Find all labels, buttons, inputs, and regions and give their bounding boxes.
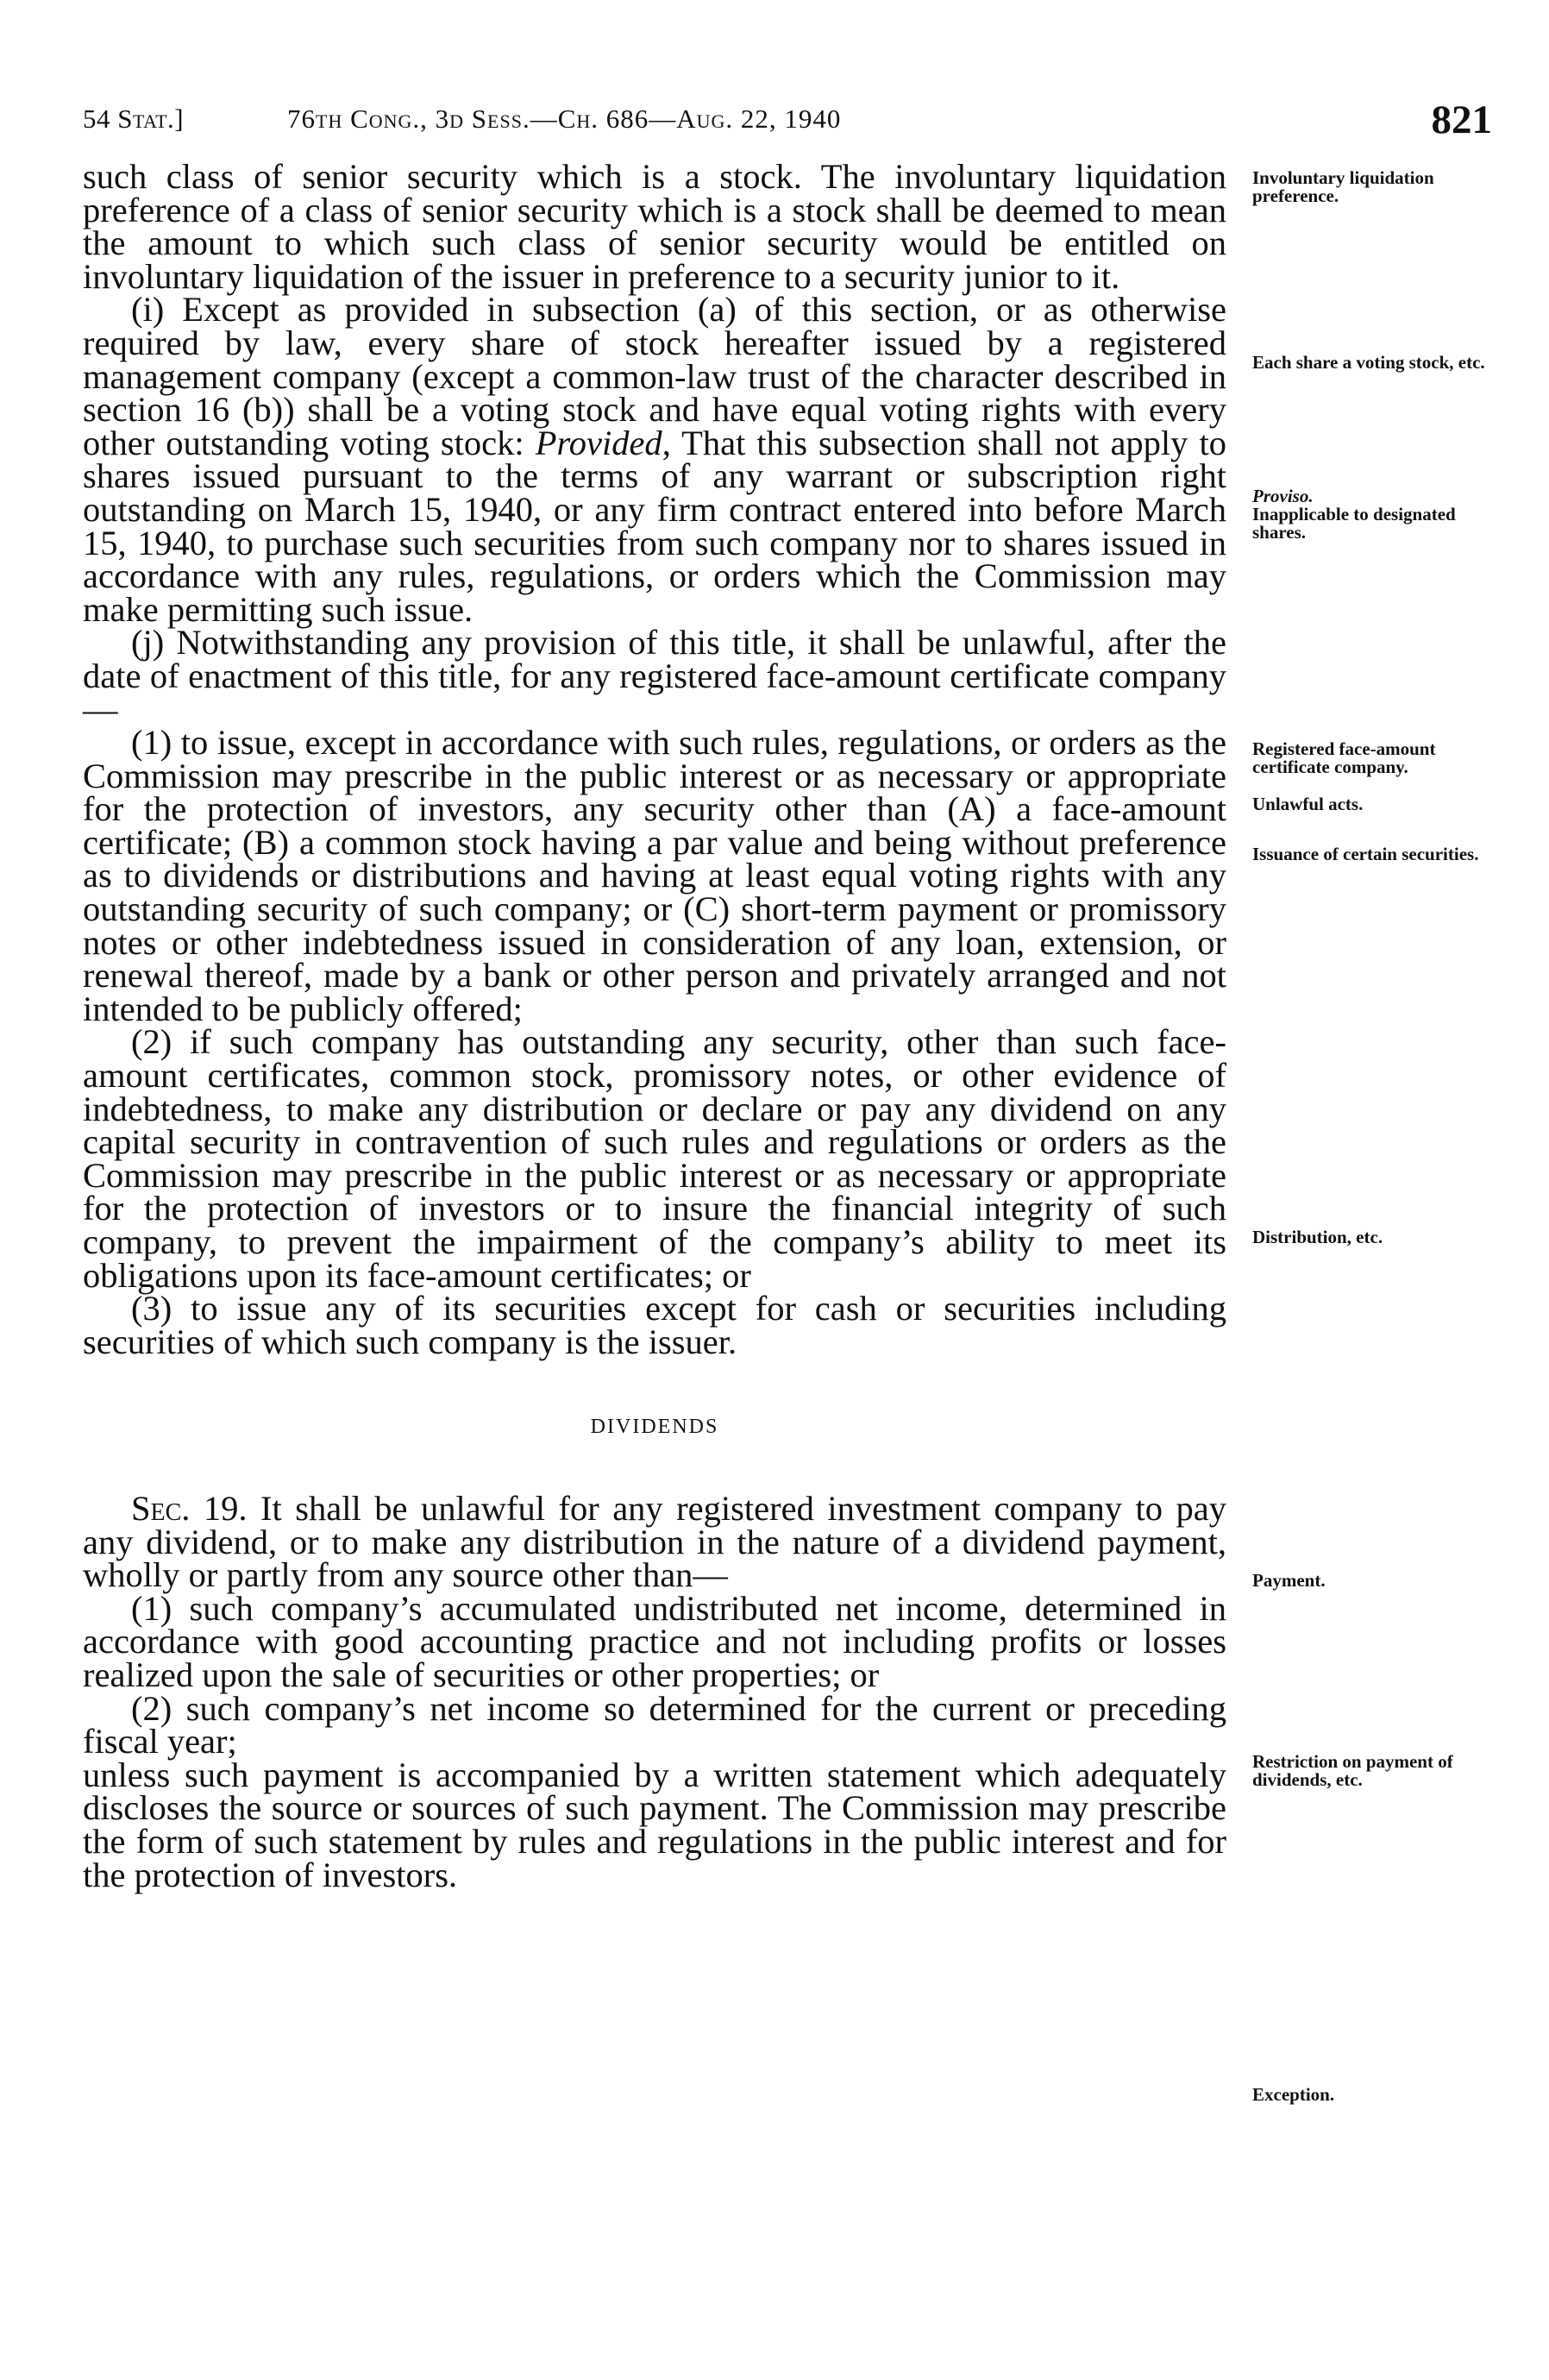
paragraph-19-2: (2) such company’s net income so determined for the current or preceding fiscal year;	[83, 1688, 1226, 1761]
page-number: 821	[1431, 97, 1492, 142]
margin-note-exception: Exception.	[1252, 2084, 1335, 2105]
margin-note-restriction: Restriction on payment of dividends, etc.	[1252, 1751, 1453, 1790]
running-header	[83, 97, 1492, 148]
subsection-i-text: (i) Except as provided in subsection (a) of this section, or as otherwise required by law, every share of stock hereafter issued by a registered management company (except a common-law trust of the character described in section 16 (b)) shall be a voting stock and have equal voting rights with every other outstanding voting stock:	[83, 290, 1226, 462]
paragraph-sec-19	[83, 1488, 1226, 1595]
margin-note-each-share: Each share a voting stock, etc.	[1252, 352, 1485, 373]
subsection-i-proviso: , That this subsection shall not apply to shares issued pursuant to the terms of any warrant or subscription right outstanding on March 15, 1940, or any firm contract entered into before March 15, 1940, to purchase such securities from such company nor to shares issued in accordance with any rules, regulations, or orders which the Commission may make permitting such issue.	[83, 423, 1226, 629]
paragraph-subsection-i	[83, 290, 1226, 629]
margin-note-registered: Registered face-amount certificate company.	[1252, 738, 1436, 777]
paragraph-j-2: (2) if such company has outstanding any security, other than such face-amount certificates, common stock, promissory notes, or other evidence of indebtedness, to make any distribution or declare or pay any dividend on any capital security in contravention of such rules and regulations or orders as the Commission may prescribe in the public interest or as necessary or appropriate for the protection of investors or to insure the financial integrity of such company, to prevent the impairment of the company’s ability to meet its obligations upon its face-amount certificates; or	[83, 1022, 1226, 1295]
paragraph-j-3: (3) to issue any of its securities except for cash or securities including securities of which such company is the issuer.	[83, 1289, 1226, 1361]
paragraph-liquidation: such class of senior security which is a stock. The involuntary liquidation preference of a class of senior security which is a stock shall be deemed to mean the amount to which such class of senior security would be entitled on involuntary liquidation of the issuer in preference to a security junior to it.	[83, 157, 1226, 296]
margin-note-inapplicable: Inapplicable to designated shares.	[1252, 504, 1456, 543]
paragraph-j-1: (1) to issue, except in accordance with such rules, regulations, or orders as the Commission may prescribe in the public interest or as necessary or appropriate for the protection of investors, any security other than (A) a face-amount certificate; (B) a common stock having a par value and being without preference as to dividends or distributions and having at least equal voting rights with any outstanding security of such company; or (C) short-term payment or promissory notes or other indebtedness issued in consideration of any loan, extension, or renewal thereof, made by a bank or other person and privately arranged and not intended to be publicly offered;	[83, 723, 1226, 1028]
margin-note-involuntary: Involuntary liquidation preference.	[1252, 167, 1434, 206]
statute-citation: 54 Stat.]	[83, 104, 185, 134]
margin-note-proviso: Proviso.	[1252, 486, 1314, 506]
margin-note-unlawful-acts: Unlawful acts.	[1252, 794, 1364, 814]
dividends-heading: DIVIDENDS	[590, 1416, 719, 1439]
paragraph-subsection-j: (j) Notwithstanding any provision of this title, it shall be unlawful, after the date of enactment of this title, for any registered face-amount certificate company—	[83, 623, 1226, 729]
sec-19-text: 19. It shall be unlawful for any registered investment company to pay any dividend, or to make any distribution in the nature of a dividend payment, wholly or partly from any source other than—	[83, 1488, 1226, 1595]
margin-note-payment: Payment.	[1252, 1570, 1326, 1591]
margin-note-issuance: Issuance of certain securities.	[1252, 844, 1479, 864]
provided-word: Provided	[535, 423, 662, 462]
sec-label: Sec.	[131, 1488, 191, 1528]
paragraph-19-unless: unless such payment is accompanied by a written statement which adequately discloses the source or sources of such payment. The Commission may prescribe the form of such statement by rules and regulations in the public interest and for the protection of investors.	[83, 1755, 1226, 1894]
session-info: 76th Cong., 3d Sess.—Ch. 686—Aug. 22, 1940	[287, 104, 842, 134]
main-text	[83, 157, 1226, 1894]
paragraph-19-1: (1) such company’s accumulated undistributed net income, determined in accordance with good accounting practice and not including profits or losses realized upon the sale of securities or other properties; or	[83, 1588, 1226, 1694]
margin-note-distribution: Distribution, etc.	[1252, 1227, 1383, 1247]
